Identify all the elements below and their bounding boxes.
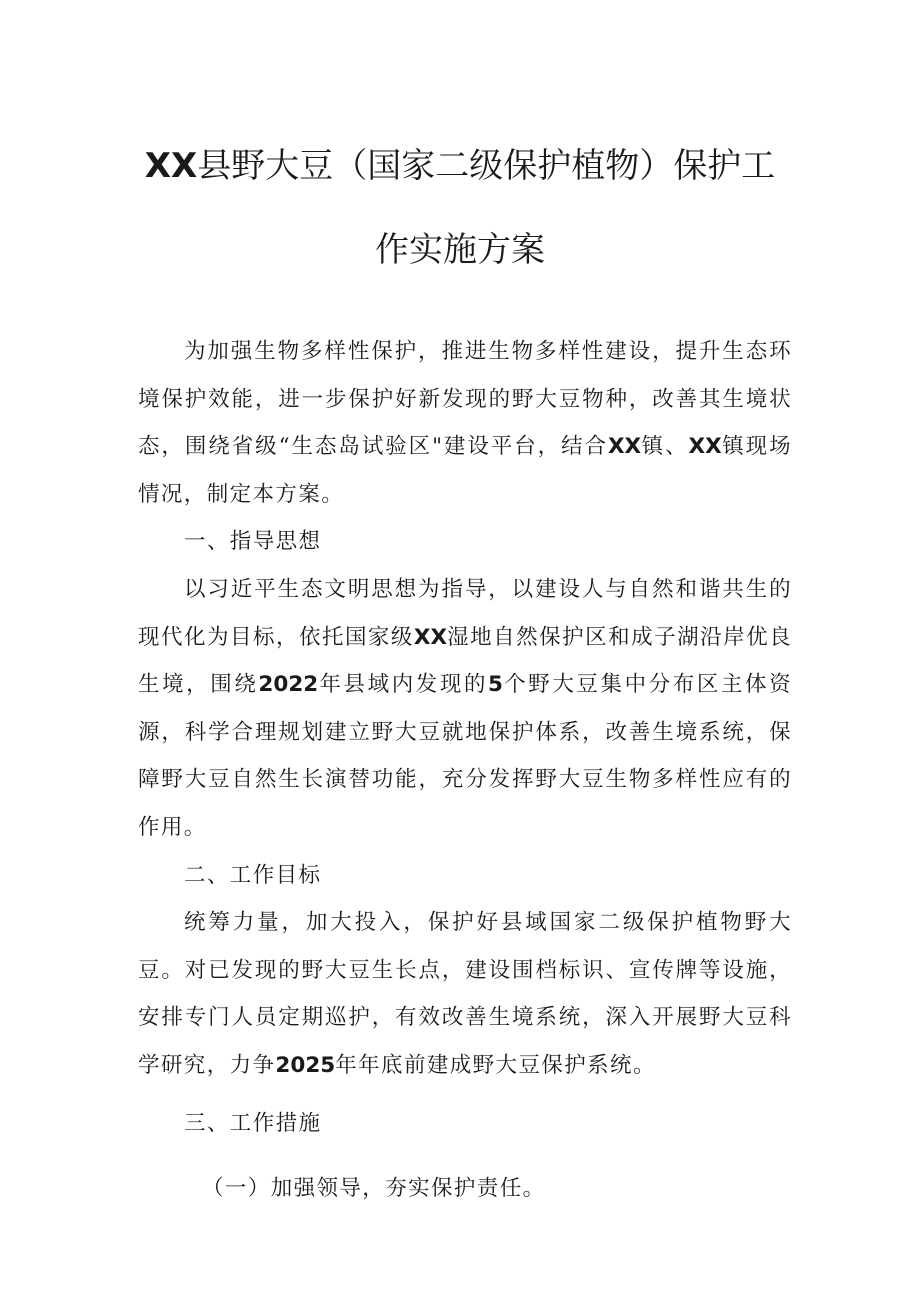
spacer [138, 1147, 792, 1165]
year-number: 2025 [275, 1052, 336, 1078]
paragraph-text: 以习近平生态文明思想为指导，以建设人与自然和谐共生的现代化为目标，依托国家级 [138, 576, 792, 650]
intro-text: 镇现场情况，制定本方案。 [138, 434, 792, 507]
paragraph-text: 湿地自然保护区和成子湖沿岸优良生境，围绕 [138, 624, 792, 698]
paragraph-text: 统筹力量，加大投入，保护好县域国家二级保护植物野大豆。对已发现的野大豆生长点，建设围档标识、宣传牌等设施，安排专门人员定期巡护，有效改善生境系统，深入开展野大豆科学研究，力争 [138, 910, 792, 1078]
paragraph-text: 年年底前建成野大豆保护系统。 [335, 1052, 656, 1078]
title-text: 县野大豆（国家二级保护植物）保护工 [197, 146, 776, 186]
subsection-heading-leadership: （一）加强领导，夯实保护责任。 [202, 1176, 546, 1202]
town-placeholder: XX [607, 434, 642, 460]
reserve-placeholder: XX [413, 624, 448, 650]
spacer [138, 1090, 792, 1100]
intro-text: 为加强生物多样性保护，推进生物多样性建设，提升生态环境保护效能，进一步保护好新发现的野大豆物种，改善其生境状态，围绕省级“生态岛试验区"建设平台，结合 [138, 339, 792, 460]
document-body [138, 328, 792, 1213]
guiding-thought-paragraph [138, 566, 792, 852]
town-placeholder: XX [688, 434, 722, 460]
document-title-line-1 [120, 138, 800, 187]
intro-paragraph [138, 328, 792, 518]
year-number: 2022 [258, 672, 319, 698]
county-placeholder: XX [144, 146, 198, 186]
area-count: 5 [488, 672, 503, 698]
section-heading-work-goals: 二、工作目标 [184, 862, 322, 888]
document-title-line-2: 作实施方案 [375, 230, 545, 270]
section-heading-guiding-thought: 一、指导思想 [184, 529, 322, 555]
intro-text: 镇、 [641, 434, 689, 460]
paragraph-text: 年县域内发现的 [318, 672, 489, 698]
work-goals-paragraph [138, 899, 792, 1089]
paragraph-text: 个野大豆集中分布区主体资源，科学合理规划建立野大豆就地保护体系，改善生境系统，保障野大豆自然生长演替功能，充分发挥野大豆生物多样性应有的作用。 [138, 672, 792, 840]
section-heading-work-measures: 三、工作措施 [184, 1110, 322, 1136]
